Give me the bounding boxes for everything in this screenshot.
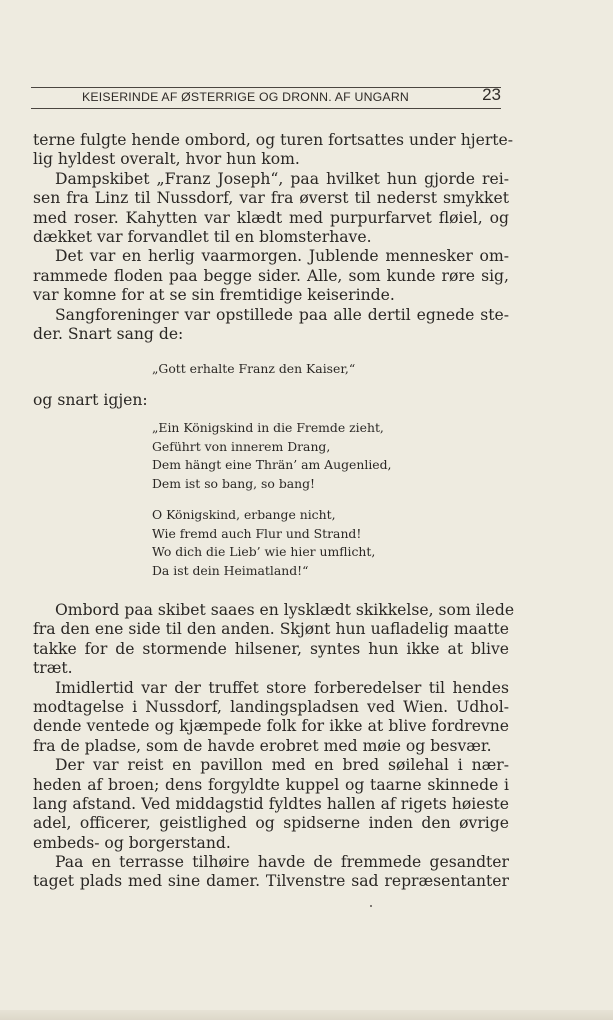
running-head: KEISERINDE AF ØSTERRIGE OG DRONN. AF UNGARN — [82, 90, 409, 104]
text-line: lig hyldest overalt, hvor hun kom. — [33, 150, 300, 169]
text-line: Dampskibet „Franz Joseph“, paa hvilket hun gjorde rei- — [55, 169, 509, 188]
poem-line: Da ist dein Heimatland!“ — [152, 562, 309, 578]
poem-line: Dem hängt eine Thrän’ am Augenlied, — [152, 457, 392, 473]
poem-line: Wie fremd auch Flur und Strand! — [152, 525, 362, 541]
text-line: der. Snart sang de: — [33, 324, 184, 343]
text-line: rammede floden paa begge sider. Alle, som kunde røre sig, — [33, 266, 509, 285]
text-line: embeds- og borgerstand. — [33, 833, 231, 852]
poem-line: Dem ist so bang, so bang! — [152, 475, 316, 491]
body-text-bottom — [33, 601, 515, 892]
page-header — [31, 85, 501, 109]
text-line: sen fra Linz til Nussdorf, var fra øverst til nederst smykket — [33, 189, 509, 208]
poem-line: „Ein Königskind in die Fremde zieht, — [152, 420, 384, 435]
text-line: var komne for at se sin fremtidige keiserinde. — [33, 286, 395, 305]
poem-line: Geführt von innerem Drang, — [152, 438, 331, 454]
text-line: taget plads med sine damer. Tilvenstre sad repræsentanter — [33, 872, 509, 891]
page-number: 23 — [482, 85, 501, 104]
poem-line: O Königskind, erbange nicht, — [152, 507, 336, 522]
page-bottom-edge — [0, 1010, 613, 1020]
text-line: heden af broen; dens forgyldte kuppel og taarne skinnede i — [33, 775, 509, 794]
text-line: dækket var forvandlet til en blomsterhave. — [33, 227, 372, 246]
poem-stanza-1 — [152, 419, 392, 493]
poem-stanza-2 — [152, 506, 375, 580]
text-line: dende ventede og kjæmpede folk for ikke at blive fordrevne — [33, 717, 509, 736]
song-quote-line: „Gott erhalte Franz den Kaiser,“ — [152, 361, 356, 376]
body-text-top — [33, 131, 514, 344]
text-line: Paa en terrasse tilhøire havde de fremmede gesandter — [55, 853, 509, 872]
paper-speck — [370, 905, 372, 907]
poem-line: Wo dich die Lieb’ wie hier umflicht, — [152, 544, 376, 560]
text-line: modtagelse i Nussdorf, landingspladsen ved Wien. Udhol- — [33, 697, 509, 716]
text-line: takke for de stormende hilsener, syntes hun ikke at blive — [33, 639, 509, 658]
text-line: Imidlertid var der truffet store forberedelser til hendes — [55, 678, 509, 697]
og-snart-line: og snart igjen: — [33, 391, 148, 409]
text-line: Der var reist en pavillon med en bred søilehal i nær- — [55, 756, 509, 775]
text-line: med roser. Kahytten var klædt med purpurfarvet fløiel, og — [33, 208, 509, 227]
text-line: adel, officerer, geistlighed og spidserne inden den øvrige — [33, 814, 509, 833]
text-line: Sangforeninger var opstillede paa alle dertil egnede ste- — [55, 305, 509, 324]
text-line: fra de pladse, som de havde erobret med møie og besvær. — [33, 736, 492, 755]
text-line: terne fulgte hende ombord, og turen fortsattes under hjerte- — [33, 131, 514, 149]
text-line: fra den ene side til den anden. Skjønt hun uafladelig maatte — [33, 620, 509, 639]
text-line: Det var en herlig vaarmorgen. Jublende mennesker om- — [55, 247, 509, 266]
text-line: træt. — [33, 659, 73, 678]
text-line: Ombord paa skibet saaes en lysklædt skikkelse, som ilede — [55, 601, 515, 619]
text-line: lang afstand. Ved middagstid fyldtes hallen af rigets høieste — [33, 794, 509, 813]
